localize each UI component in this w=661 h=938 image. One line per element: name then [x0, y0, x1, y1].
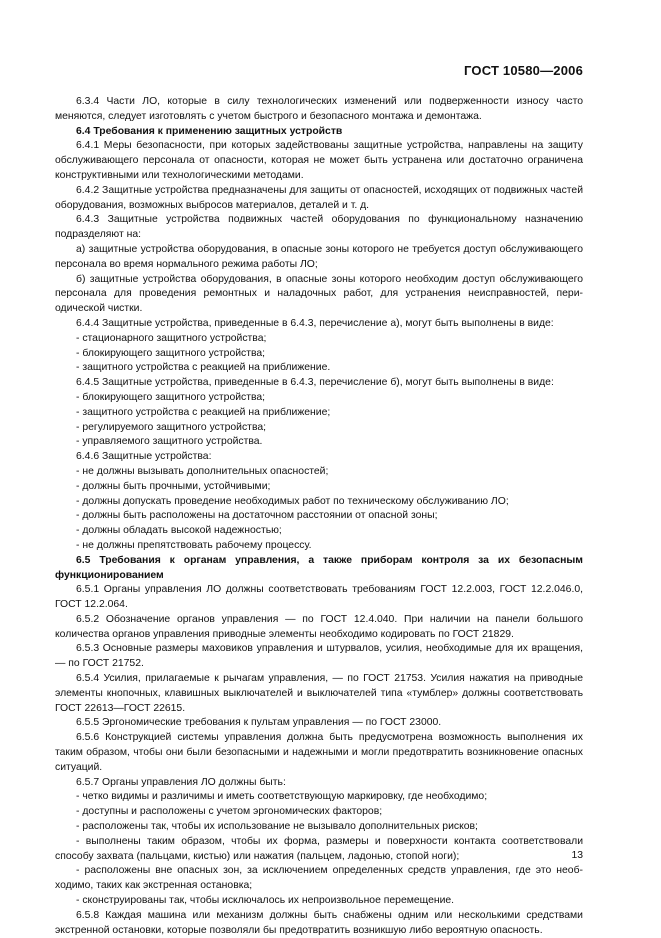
list-item: - должны допускать проведение необходимых работ по техническому обслуживанию ЛО;: [76, 495, 509, 507]
list-item: - стационарного защитного устройства;: [76, 332, 267, 344]
section-heading-6-5: 6.5 Требования к органам управления, а также приборам контроля за их безопасным функционированием: [55, 554, 583, 581]
list-item: - блокирующего защитного устройства;: [76, 347, 266, 359]
list-item: - должны обладать высокой надежностью;: [76, 525, 282, 537]
list-item: - четко видимы и различимы и иметь соответствующую маркировку, где необходимо;: [76, 791, 488, 803]
list-item: - сконструированы так, чтобы исключалось их непроизвольное перемещение.: [76, 895, 455, 907]
list-item: - расположены так, чтобы их использование не вызывало дополнительных рисков;: [76, 821, 478, 833]
list-item-b: б) защитные устройства оборудования, в опасные зоны которого необходим доступ обслуживающего персонала для проведения ремонтных и наладочных работ, для устранения неисправностей, периодической чистки.: [55, 273, 583, 315]
page-number: 13: [571, 850, 583, 861]
section-heading-6-4: 6.4 Требования к применению защитных устройств: [76, 125, 343, 137]
list-item: - блокирующего защитного устройства;: [76, 391, 266, 403]
list-item: - должны быть прочными, устойчивыми;: [76, 480, 271, 492]
paragraph-6-5-3: 6.5.3 Основные размеры маховиков управления и штурвалов, усилия, необходимые для их вращения, — по ГОСТ 21752.: [55, 643, 583, 670]
list-item: - выполнены таким образом, чтобы их форма, размеры и поверхности контакта соответствовали способу захвата (пальцами, кистью) или нажатия (пальцем, ладонью, стопой ноги);: [55, 835, 583, 862]
list-item: - регулируемого защитного устройства;: [76, 421, 267, 433]
paragraph-6-5-4: 6.5.4 Усилия, прилагаемые к рычагам управления, — по ГОСТ 21753. Усилия нажатия на приводные элементы кнопочных, клавишных выключателей и выключателей типа «тумблер» должны соответствовать ГОСТ 22613—ГОСТ 22615.: [55, 673, 583, 714]
list-item: - должны быть расположены на достаточном расстоянии от опасной зоны;: [76, 510, 438, 522]
paragraph-6-5-6: 6.5.6 Конструкцией системы управления должна быть предусмотрена возможность выполнения их таким образом, чтобы они были безопасными и надежными и могли предотвратить возникновение опасных ситуаций.: [55, 732, 583, 773]
list-item: - не должны вызывать дополнительных опасностей;: [76, 465, 329, 477]
paragraph-6-4-5: 6.4.5 Защитные устройства, приведенные в 6.4.3, перечисление б), могут быть выполнены в виде:: [76, 377, 554, 389]
list-item: - защитного устройства с реакцией на приближение;: [76, 406, 331, 418]
document-code: ГОСТ 10580—2006: [464, 63, 583, 78]
list-item-a: а) защитные устройства оборудования, в опасные зоны которого не требуется доступ обслуживающего персонала во время нормального режима работы ЛО;: [55, 243, 583, 270]
paragraph-6-5-5: 6.5.5 Эргономические требования к пультам управления — по ГОСТ 23000.: [76, 717, 442, 729]
document-body: [55, 95, 583, 938]
paragraph-6-4-1: 6.4.1 Меры безопасности, при которых задействованы защитные устройства, направлены на защиту обслуживающего персонала от опасности, которая не может быть устранена или достаточно ограничена конструктивными или технологическими методами.: [55, 140, 583, 181]
list-item: - не должны препятствовать рабочему процессу.: [76, 539, 312, 551]
paragraph-6-3-4: 6.3.4 Части ЛО, которые в силу технологических изменений или подверженности износу часто меняются, следует изготовлять с учетом быстрого и безопасного монтажа и демонтажа.: [55, 96, 583, 122]
paragraph-6-5-1: 6.5.1 Органы управления ЛО должны соответствовать требованиям ГОСТ 12.2.003, ГОСТ 12.2.046.0, ГОСТ 12.2.064.: [55, 584, 583, 611]
paragraph-6-4-6: 6.4.6 Защитные устройства:: [76, 451, 212, 463]
list-item: - управляемого защитного устройства.: [76, 436, 263, 448]
paragraph-6-4-3: 6.4.3 Защитные устройства подвижных частей оборудования по функциональному назначению подразделяют на:: [55, 214, 583, 241]
paragraph-6-5-7: 6.5.7 Органы управления ЛО должны быть:: [76, 776, 286, 788]
list-item: - расположены вне опасных зон, за исключением определенных средств управления, где это необходимо, таких как экстренная остановка;: [55, 865, 583, 892]
paragraph-6-5-8: 6.5.8 Каждая машина или механизм должны быть снабжены одним или несколькими средствами экстренной остановки, которые позволяли бы предотвратить возникшую либо вероятную опасность.: [55, 909, 583, 936]
list-item: - доступны и расположены с учетом эргономических факторов;: [76, 806, 383, 818]
paragraph-6-4-2: 6.4.2 Защитные устройства предназначены для защиты от опасностей, исходящих от подвижных частей оборудования, возможных выбросов материалов, деталей и т. д.: [55, 184, 583, 211]
paragraph-6-4-4: 6.4.4 Защитные устройства, приведенные в 6.4.3, перечисление а), могут быть выполнены в виде:: [76, 317, 554, 329]
list-item: - защитного устройства с реакцией на приближение.: [76, 362, 331, 374]
paragraph-6-5-2: 6.5.2 Обозначение органов управления — по ГОСТ 12.4.040. При наличии на панели большого количества органов управления приводные элементы необходимо кодировать по ГОСТ 21829.: [55, 613, 583, 640]
